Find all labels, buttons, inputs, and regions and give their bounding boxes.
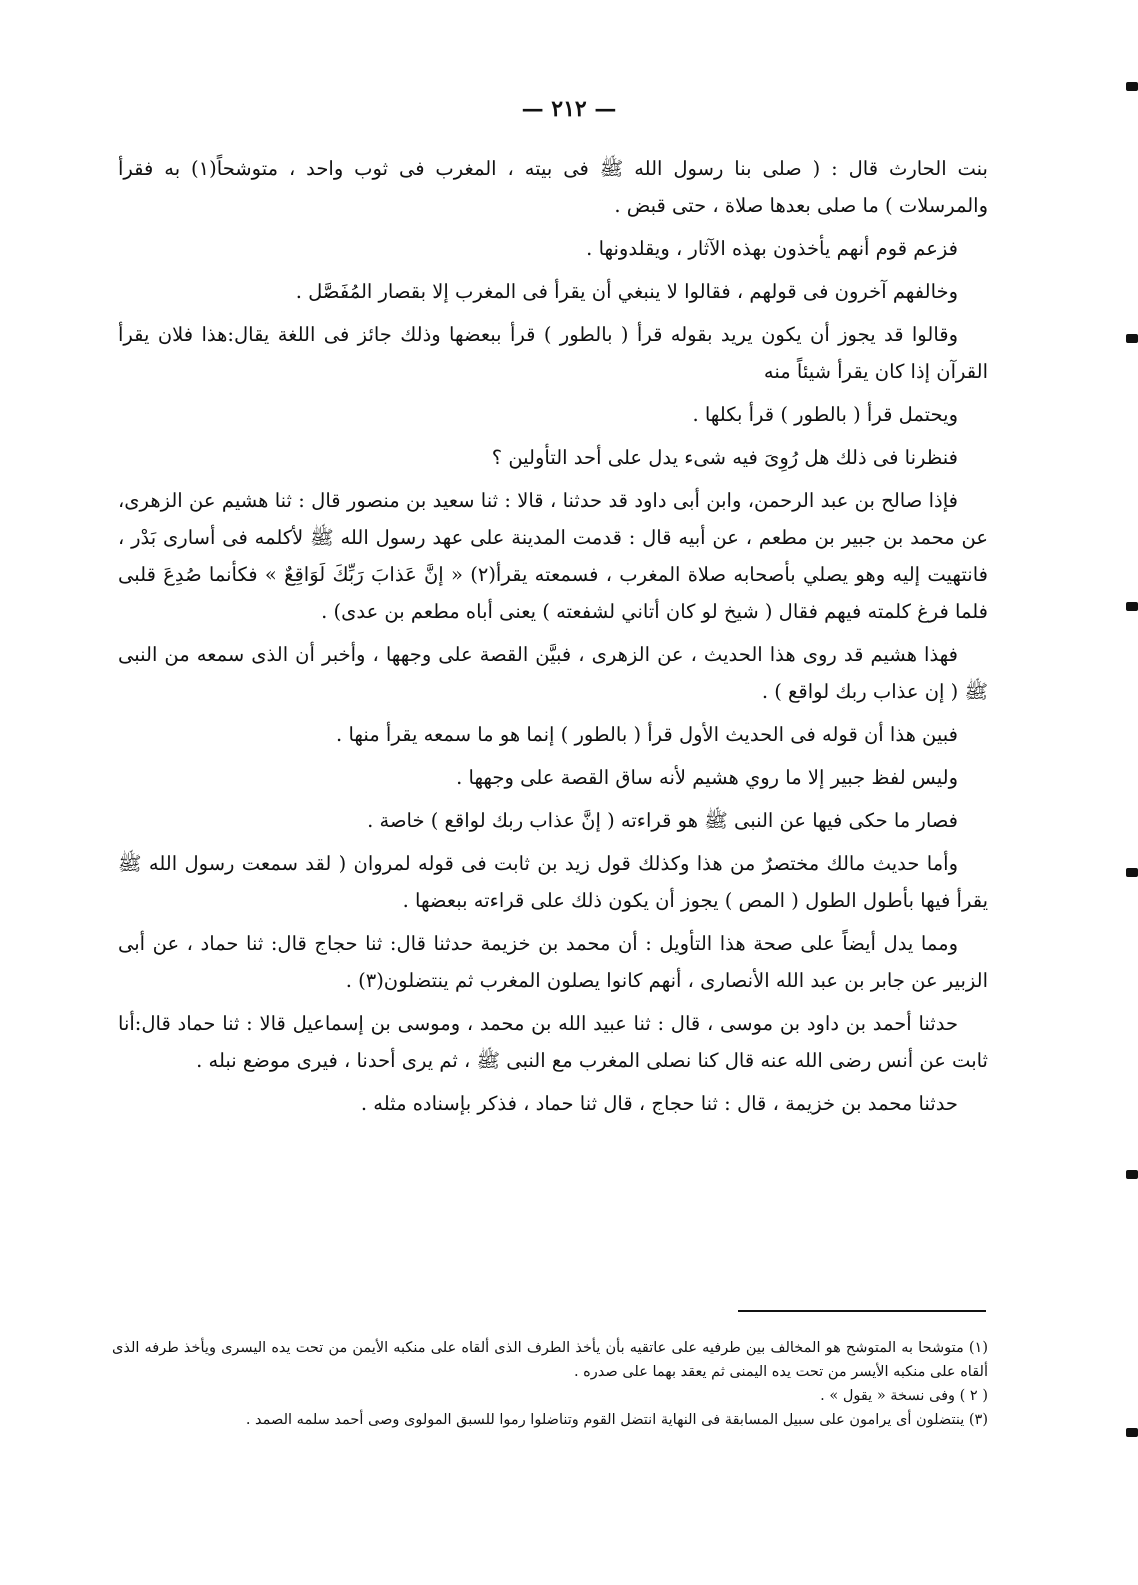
footnote-divider [738, 1310, 986, 1312]
paragraph: حدثنا أحمد بن داود بن موسى ، قال : ثنا عبيد الله بن محمد ، وموسى بن إسماعيل قالا : ثنا حماد قال:أنا ثابت عن أنس رضى الله عنه قال كنا نصلى المغرب مع النبى ﷺ ، ثم يرى أحدنا ، فيرى موضع نبله . [118, 1012, 988, 1072]
scan-margin-mark [1126, 82, 1138, 91]
paragraph: فهذا هشيم قد روى هذا الحديث ، عن الزهرى ، فبيَّن القصة على وجهها ، وأخبر أن الذى سمعه من النبى ﷺ ( إن عذاب ربك لواقع ) . [118, 643, 988, 703]
paragraph: وقالوا قد يجوز أن يكون يريد بقوله قرأ ( بالطور ) قرأ ببعضها وذلك جائز فى اللغة يقال:هذا فلان يقرأ القرآن إذا كان يقرأ شيئاً منه [118, 323, 988, 383]
paragraph: فصار ما حكى فيها عن النبى ﷺ هو قراءته ( إنَّ عذاب ربك لواقع ) خاصة . [367, 809, 958, 832]
scan-margin-mark [1126, 334, 1138, 343]
paragraph: وخالفهم آخرون فى قولهم ، فقالوا لا ينبغي أن يقرأ فى المغرب إلا بقصار المُفَصَّل . [295, 280, 958, 303]
footnote: ( ٢ ) وفى نسخة « يقول » . [820, 1388, 988, 1404]
paragraph: وليس لفظ جبير إلا ما روي هشيم لأنه ساق القصة على وجهها . [456, 766, 958, 789]
paragraph: حدثنا محمد بن خزيمة ، قال : ثنا حجاج ، قال ثنا حماد ، فذكر بإسناده مثله . [360, 1092, 958, 1115]
page-number: — ٢١٢ — [521, 96, 617, 122]
body-text [118, 150, 988, 1128]
scan-margin-mark [1126, 868, 1138, 877]
scan-margin-mark [1126, 1170, 1138, 1179]
paragraph: فإذا صالح بن عبد الرحمن، وابن أبى داود قد حدثنا ، قالا : ثنا سعيد بن منصور قال : ثنا هشيم عن الزهرى، عن محمد بن جبير بن مطعم ، عن أبيه قال : قدمت المدينة على عهد رسول الله ﷺ لأكلمه فى أسارى بَدْر ، فانتهيت إليه وهو يصلي بأصحابه صلاة المغرب ، فسمعته يقرأ(٢) « إنَّ عَذابَ رَبِّكَ لَوَاقِعٌ » فكأنما صُدِعَ قلبى فلما فرغ كلمته فيهم فقال ( شيخ لو كان أتاني لشفعته ) يعنى أباه مطعم بن عدى) . [118, 489, 988, 623]
paragraph: وأما حديث مالك مختصرٌ من هذا وكذلك قول زيد بن ثابت فى قوله لمروان ( لقد سمعت رسول الله ﷺ يقرأ فيها بأطول الطول ( المص ) يجوز أن يكون ذلك على قراءته ببعضها . [118, 852, 988, 912]
footnotes [112, 1336, 988, 1432]
paragraph: فزعم قوم أنهم يأخذون بهذه الآثار ، ويقلدونها . [586, 237, 958, 260]
paragraph: ومما يدل أيضاً على صحة هذا التأويل : أن محمد بن خزيمة حدثنا قال: ثنا حجاج قال: ثنا حماد ، عن أبى الزبير عن جابر بن عبد الله الأنصارى ، أنهم كانوا يصلون المغرب ثم ينتضلون(٣) . [118, 932, 988, 992]
footnote: (١) متوشحا به المتوشح هو المخالف بين طرفيه على عاتقيه بأن يأخذ الطرف الذى ألقاه على منكبه الأيمن من تحت يده اليسرى ويأخذ طرفه الذى ألقاه على منكبه الأيسر من تحت يده اليمنى ثم يعقد بهما على صدره . [112, 1340, 988, 1380]
paragraph: فنظرنا فى ذلك هل رُوِىَ فيه شىء يدل على أحد التأولين ؟ [491, 446, 958, 469]
paragraph: ويحتمل قرأ ( بالطور ) قرأ بكلها . [692, 403, 958, 426]
paragraph: فبين هذا أن قوله فى الحديث الأول قرأ ( بالطور ) إنما هو ما سمعه يقرأ منها . [336, 723, 958, 746]
paragraph: بنت الحارث قال : ( صلى بنا رسول الله ﷺ فى بيته ، المغرب فى ثوب واحد ، متوشحاً(١) به فقرأ والمرسلات ) ما صلى بعدها صلاة ، حتى قبض . [118, 157, 988, 217]
scan-margin-mark [1126, 602, 1138, 611]
scan-margin-mark [1126, 1428, 1138, 1437]
footnote: (٣) ينتضلون أى يرامون على سبيل المسابقة فى النهاية انتضل القوم وتناضلوا رموا للسبق المولوى وصى أحمد سلمه الصمد . [245, 1412, 988, 1428]
